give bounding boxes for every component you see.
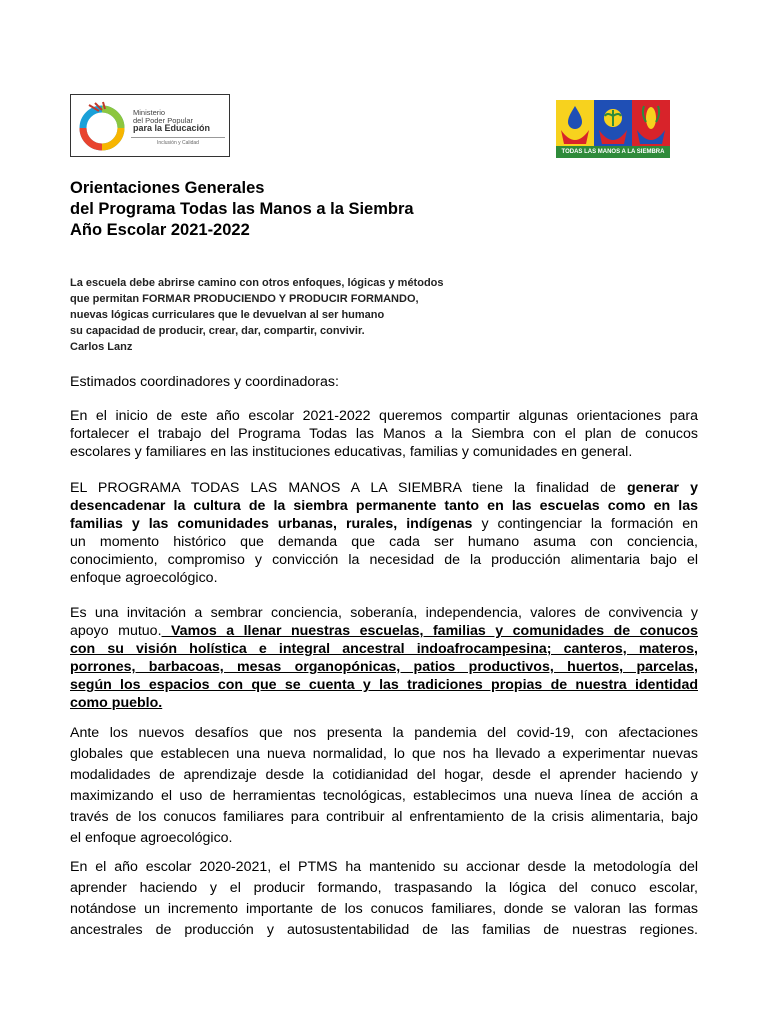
paragraph-line-bold: porrones, barbacoas, mesas organopónicas, patios productivos, huertos, parcelas,: [70, 659, 698, 675]
paragraph-line: [70, 515, 698, 533]
greeting: [70, 373, 698, 391]
paragraph-line: [70, 479, 698, 497]
ministry-tagline: Inclusión y Calidad: [157, 140, 199, 146]
title-line-1: Orientaciones Generales: [70, 179, 265, 197]
paragraph-line: el enfoque agroecológico.: [70, 830, 233, 846]
epigraph-author: Carlos Lanz: [70, 341, 133, 353]
paragraph-line: modalidades de aprendizaje desde la cotidianidad del hogar, desde el aprender haciendo y: [70, 767, 698, 783]
hand-drop-icon: [556, 100, 594, 146]
paragraph-invitation: [70, 604, 698, 712]
text-run: apoyo mutuo.: [70, 623, 162, 639]
paragraph-previous-year: [70, 857, 698, 941]
emphasis-run: Vamos a llenar nuestras escuelas, familias y comunidades de conucos: [161, 623, 698, 639]
ministry-divider: [131, 137, 225, 138]
program-logo: [556, 100, 670, 158]
epigraph-line: su capacidad de producir, crear, dar, compartir, convivir.: [70, 325, 365, 337]
paragraph-line-bold: con su visión holística e integral ancestral indoafrocampesina; canteros, materos,: [70, 641, 698, 657]
paragraph-line: globales que establecen una nueva normalidad, lo que nos ha llevado a experimentar nuevas: [70, 746, 698, 762]
paragraph-line: En el año escolar 2020-2021, el PTMS ha mantenido su accionar desde la metodología del: [70, 859, 698, 875]
paragraph-intro: [70, 407, 698, 461]
ministry-logo: [70, 94, 230, 157]
epigraph-line: nuevas lógicas curriculares que le devuelvan al ser humano: [70, 309, 385, 321]
paragraph-line: enfoque agroecológico.: [70, 570, 218, 586]
ministry-line-2: del Poder Popular: [133, 116, 194, 125]
paragraph-line: notándose un incremento importante de los conucos familiares, donde se valoran las formas: [70, 901, 698, 917]
paragraph-line-bold: desencadenar la cultura de la siembra permanente tanto en las escuelas como en las: [70, 498, 698, 514]
paragraph-line: Es una invitación a sembrar conciencia, soberanía, independencia, valores de convivencia y: [70, 605, 698, 621]
ministry-line-1: Ministerio: [133, 108, 166, 117]
hands-panel-red: [632, 100, 670, 146]
document-title: [70, 178, 414, 241]
ministry-emblem-icon: [75, 101, 129, 151]
paragraph-line: ancestrales de producción y autosustentabilidad de las familias de nuestras regiones.: [70, 922, 698, 938]
epigraph-line: que permitan FORMAR PRODUCIENDO Y PRODUCIR FORMANDO,: [70, 293, 419, 305]
emphasis-run: familias y las comunidades urbanas, rurales, indígenas: [70, 516, 473, 532]
hand-corn-icon: [632, 100, 670, 146]
paragraph-line: través de los conucos familiares para contribuir al enfrentamiento de la crisis alimentaria, bajo: [70, 809, 698, 825]
epigraph-line: La escuela debe abrirse camino con otros enfoques, lógicas y métodos: [70, 277, 444, 289]
title-line-2: del Programa Todas las Manos a la Siembra: [70, 200, 414, 218]
paragraph-line: maximizando el uso de herramientas tecnológicas, establecimos una nueva línea de acción a: [70, 788, 698, 804]
program-logo-panels: [556, 100, 670, 146]
greeting-text: Estimados coordinadores y coordinadoras:: [70, 374, 339, 390]
paragraph-line: Ante los nuevos desafíos que nos presenta la pandemia del covid-19, con afectaciones: [70, 725, 698, 741]
paragraph-line: [70, 622, 698, 640]
epigraph-quote: [70, 275, 444, 355]
hands-panel-yellow: [556, 100, 594, 146]
title-line-3: Año Escolar 2021-2022: [70, 221, 250, 239]
paragraph-line: fortalecer el trabajo del Programa Todas las Manos a la Siembra con el plan de conucos: [70, 426, 698, 442]
hand-sprout-icon: [594, 100, 632, 146]
paragraph-program-purpose: [70, 479, 698, 587]
paragraph-line-bold: como pueblo.: [70, 695, 163, 711]
paragraph-line-bold: según los espacios con que se cuenta y las tradiciones propias de nuestra identidad: [70, 677, 698, 693]
paragraph-line: un momento histórico que demanda que cada ser humano asuma con conciencia,: [70, 534, 698, 550]
program-logo-banner: TODAS LAS MANOS A LA SIEMBRA: [556, 146, 670, 158]
paragraph-line: escolares y familiares en las instituciones educativas, familias y comunidades en general.: [70, 444, 633, 460]
paragraph-line: conocimiento, compromiso y convicción la necesidad de la producción alimentaria bajo el: [70, 552, 698, 568]
paragraph-line: En el inicio de este año escolar 2021-2022 queremos compartir algunas orientaciones para: [70, 408, 698, 424]
paragraph-line: aprender haciendo y el producir formando, traspasando la lógica del conuco escolar,: [70, 880, 698, 896]
emphasis-run: generar y: [626, 480, 698, 496]
text-run: y contingenciar la formación en: [472, 516, 698, 532]
paragraph-pandemic: [70, 723, 698, 849]
ministry-line-3: para la Educación: [133, 123, 211, 133]
hands-panel-blue: [594, 100, 632, 146]
text-run: EL PROGRAMA TODAS LAS MANOS A LA SIEMBRA tiene la finalidad de: [70, 480, 627, 496]
